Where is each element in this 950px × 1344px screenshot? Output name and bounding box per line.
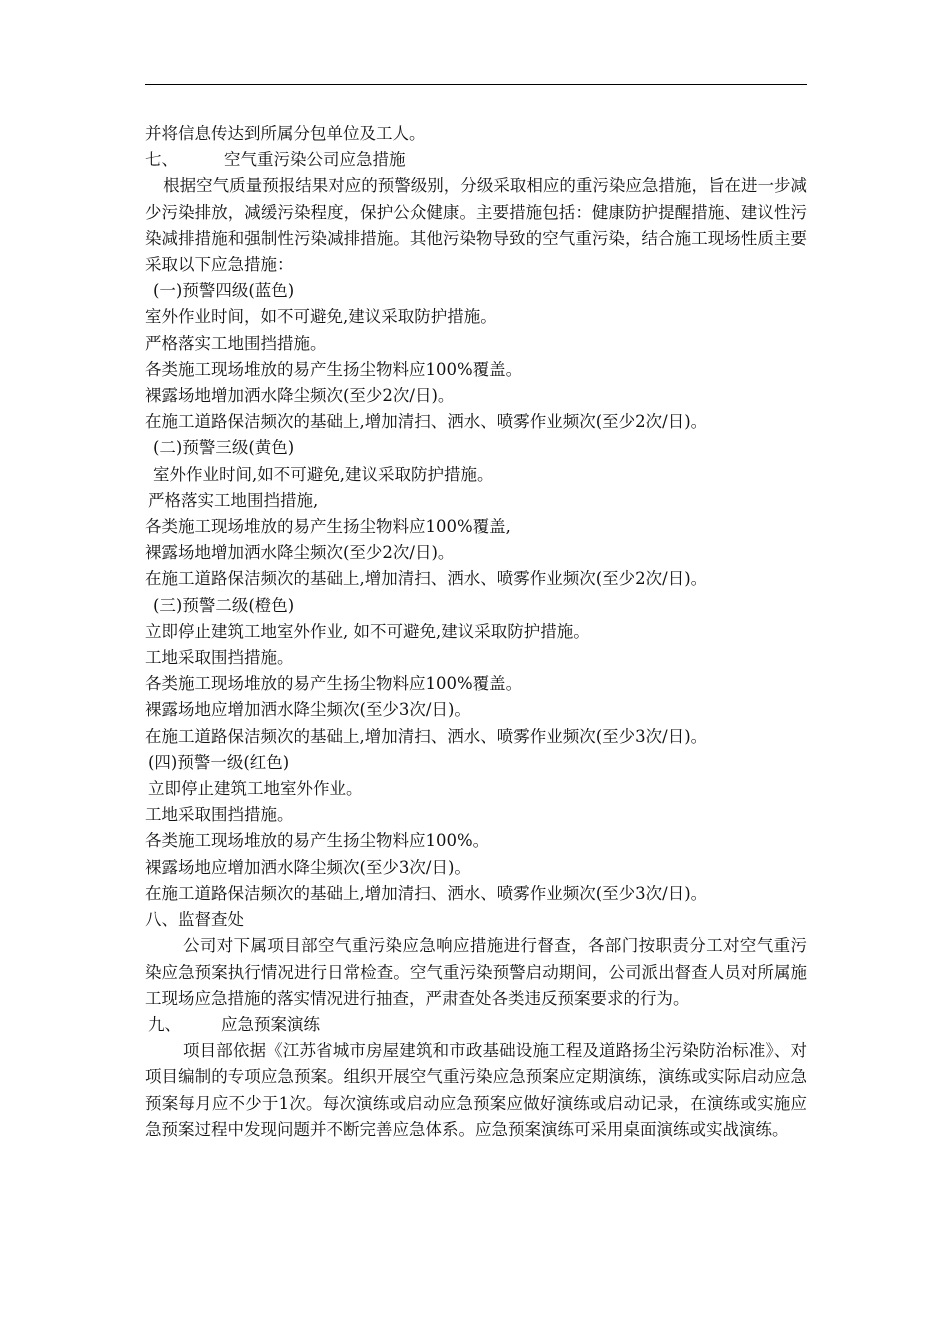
list-item: 裸露场地增加洒水降尘频次(至少2次/日)。 bbox=[145, 386, 455, 406]
section-9-paragraph: 项目部依据《江苏省城市房屋建筑和市政基础设施工程及道路扬尘污染防治标准》、对项目编制的专项应急预案。组织开展空气重污染应急预案应定期演练，演练或实际启动应急预案每月应不少于1次。每次演练或启动应急预案应做好演练或启动记录，在演练或实施应急预案过程中发现问题并不断完善应急体系。应急预案演练可采用桌面演练或实战演练。 bbox=[145, 1041, 807, 1139]
list-item: 裸露场地应增加洒水降尘频次(至少3次/日)。 bbox=[145, 700, 471, 720]
list-item: 在施工道路保洁频次的基础上,增加清扫、洒水、喷雾作业频次(至少2次/日)。 bbox=[145, 569, 708, 589]
section-number: 七、 bbox=[145, 150, 178, 170]
list-item: 各类施工现场堆放的易产生扬尘物料应100%覆盖, bbox=[145, 517, 511, 537]
list-item: 各类施工现场堆放的易产生扬尘物料应100%覆盖。 bbox=[145, 674, 523, 694]
section-heading-8: 八、监督查处 bbox=[145, 910, 244, 930]
list-item: 工地采取围挡措施。 bbox=[145, 805, 294, 825]
list-item: 严格落实工地围挡措施, bbox=[148, 490, 319, 510]
list-item: 立即停止建筑工地室外作业。 bbox=[148, 779, 363, 799]
list-item: 室外作业时间，如不可避免,建议采取防护措施。 bbox=[145, 307, 497, 327]
list-item: 在施工道路保洁频次的基础上,增加清扫、洒水、喷雾作业频次(至少3次/日)。 bbox=[145, 726, 708, 746]
list-item: 工地采取围挡措施。 bbox=[145, 648, 294, 668]
header-rule bbox=[145, 84, 807, 85]
list-item: 在施工道路保洁频次的基础上,增加清扫、洒水、喷雾作业频次(至少3次/日)。 bbox=[145, 883, 708, 903]
list-item: 室外作业时间,如不可避免,建议采取防护措施。 bbox=[153, 464, 494, 484]
section-8-paragraph: 公司对下属项目部空气重污染应急响应措施进行督查，各部门按职责分工对空气重污染应急预案执行情况进行日常检查。空气重污染预警启动期间，公司派出督查人员对所属施工现场应急措施的落实情况进行抽查，严肃查处各类违反预案要求的行为。 bbox=[145, 936, 807, 1008]
section-heading-7 bbox=[145, 147, 807, 173]
subsection-heading-red: (四)预警一级(红色) bbox=[148, 752, 290, 772]
paragraph-line: 并将信息传达到所属分包单位及工人。 bbox=[145, 124, 426, 143]
subsection-heading-blue: (一)预警四级(蓝色) bbox=[153, 281, 295, 301]
list-item: 裸露场地增加洒水降尘频次(至少2次/日)。 bbox=[145, 543, 455, 563]
section-number: 九、 bbox=[148, 1014, 181, 1034]
list-item: 各类施工现场堆放的易产生扬尘物料应100%覆盖。 bbox=[145, 359, 523, 379]
section-title: 空气重污染公司应急措施 bbox=[224, 150, 406, 170]
list-item: 裸露场地应增加洒水降尘频次(至少3次/日)。 bbox=[145, 857, 471, 877]
list-item: 立即停止建筑工地室外作业, 如不可避免,建议采取防护措施。 bbox=[145, 621, 590, 641]
section-heading-9 bbox=[145, 1012, 807, 1038]
document-body bbox=[145, 121, 807, 1143]
section-title: 应急预案演练 bbox=[221, 1014, 320, 1034]
section-7-paragraph: 根据空气质量预报结果对应的预警级别，分级采取相应的重污染应急措施，旨在进一步减少污染排放，减缓污染程度，保护公众健康。主要措施包括：健康防护提醒措施、建议性污染减排措施和强制性污染减排措施。其他污染物导致的空气重污染，结合施工现场性质主要采取以下应急措施： bbox=[145, 176, 807, 275]
list-item: 严格落实工地围挡措施。 bbox=[145, 333, 327, 353]
list-item: 在施工道路保洁频次的基础上,增加清扫、洒水、喷雾作业频次(至少2次/日)。 bbox=[145, 412, 708, 432]
subsection-heading-orange: (三)预警二级(橙色) bbox=[153, 595, 295, 615]
list-item: 各类施工现场堆放的易产生扬尘物料应100%。 bbox=[145, 831, 490, 851]
subsection-heading-yellow: (二)预警三级(黄色) bbox=[153, 438, 295, 458]
